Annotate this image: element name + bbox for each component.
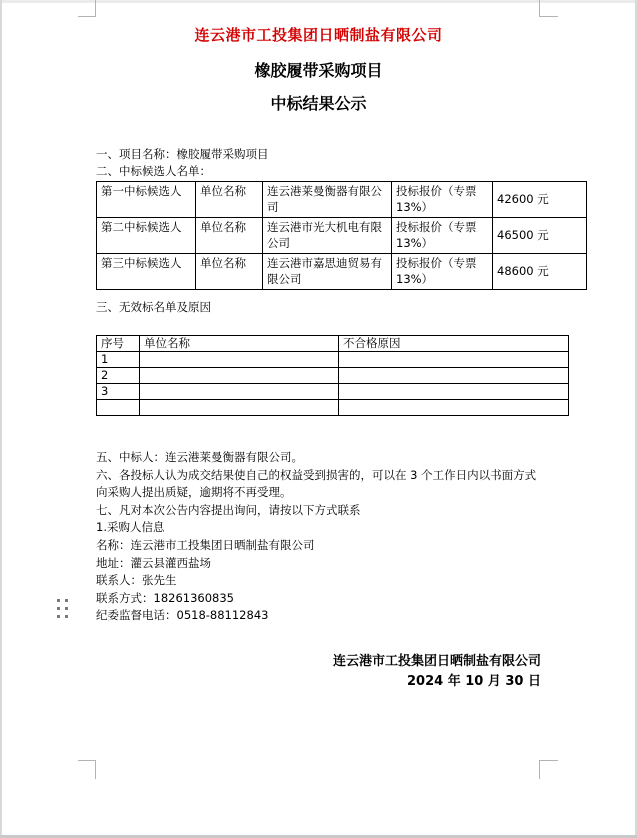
crop-mark-bottom-left [78, 760, 96, 761]
table-header-row [97, 336, 569, 352]
section-inquiry: 七、凡对本次公告内容提出询问，请按以下方式联系 [96, 502, 361, 517]
crop-mark-bottom-right [539, 760, 540, 779]
company-title: 连云港市工投集团日晒制盐有限公司 [194, 26, 443, 44]
purchaser-contact: 联系人：张先生 [96, 573, 177, 588]
cell-company [140, 400, 339, 416]
cell-field-label: 单位名称 [196, 218, 263, 254]
header-company: 单位名称 [140, 336, 339, 352]
handle-dot [57, 607, 60, 610]
handle-dot [65, 615, 68, 618]
section-objection: 六、各投标人认为成交结果使自己的权益受到损害的，可以在 3 个工作日内以书面方式向采购人提出质疑，逾期将不再受理。 [96, 467, 537, 500]
table-row [97, 400, 569, 416]
purchaser-info-heading: 1.采购人信息 [96, 520, 165, 535]
project-title: 橡胶履带采购项目 [254, 61, 383, 80]
cell-price-label: 投标报价（专票13%） [392, 182, 493, 218]
cell-reason [339, 368, 569, 384]
cell-reason [339, 400, 569, 416]
table-row [97, 182, 587, 218]
cell-company: 连云港市光大机电有限公司 [263, 218, 392, 254]
table-row [97, 352, 569, 368]
cell-price: 48600 元 [493, 254, 587, 290]
page-edge-left [0, 0, 2, 838]
table-row [97, 218, 587, 254]
signature-date: 2024 年 10 月 30 日 [407, 674, 541, 689]
drag-handle-icon[interactable] [57, 599, 68, 618]
cell-company [140, 352, 339, 368]
cell-field-label: 单位名称 [196, 254, 263, 290]
cell-field-label: 单位名称 [196, 182, 263, 218]
header-serial: 序号 [97, 336, 140, 352]
section-winner: 五、中标人：连云港莱曼衡器有限公司。 [96, 450, 303, 464]
header-reason: 不合格原因 [339, 336, 569, 352]
cell-company [140, 368, 339, 384]
cell-price: 42600 元 [493, 182, 587, 218]
cell-rank: 第二中标候选人 [97, 218, 196, 254]
crop-mark-bottom-left [95, 760, 96, 779]
section-candidate-list-heading: 二、中标候选人名单： [96, 164, 211, 178]
handle-dot [65, 607, 68, 610]
cell-serial: 3 [97, 384, 140, 400]
supervision-phone: 纪委监督电话：0518-88112843 [96, 608, 269, 623]
cell-company: 连云港市嘉思迪贸易有限公司 [263, 254, 392, 290]
cell-price: 46500 元 [493, 218, 587, 254]
cell-rank: 第一中标候选人 [97, 182, 196, 218]
handle-dot [65, 599, 68, 602]
announcement-title: 中标结果公示 [270, 94, 367, 113]
cell-reason [339, 352, 569, 368]
table-row [97, 254, 587, 290]
signature-company: 连云港市工投集团日晒制盐有限公司 [332, 654, 541, 669]
cell-reason [339, 384, 569, 400]
purchaser-name: 名称：连云港市工投集团日晒制盐有限公司 [96, 537, 315, 552]
cell-price-label: 投标报价（专票13%） [392, 218, 493, 254]
signature-block [96, 652, 541, 692]
crop-mark-top-left [78, 16, 96, 17]
crop-mark-top-left [95, 0, 96, 17]
section-project-name: 一、项目名称：橡胶履带采购项目 [96, 147, 269, 161]
cell-serial: 2 [97, 368, 140, 384]
cell-company [140, 384, 339, 400]
purchaser-phone: 联系方式：18261360835 [96, 590, 234, 605]
closing-paragraphs [96, 449, 543, 625]
cell-serial [97, 400, 140, 416]
table-row [97, 368, 569, 384]
handle-dot [57, 599, 60, 602]
section-invalid-bids-heading: 三、无效标名单及原因 [96, 300, 211, 314]
invalid-bids-table [96, 335, 569, 416]
cell-price-label: 投标报价（专票13%） [392, 254, 493, 290]
cell-rank: 第三中标候选人 [97, 254, 196, 290]
purchaser-address: 地址：灌云县灌西盐场 [96, 555, 211, 570]
table-row [97, 384, 569, 400]
crop-mark-top-right [539, 16, 558, 17]
crop-mark-top-right [539, 0, 540, 17]
candidates-table [96, 181, 587, 290]
handle-dot [57, 615, 60, 618]
cell-serial: 1 [97, 352, 140, 368]
crop-mark-bottom-right [539, 760, 558, 761]
cell-company: 连云港莱曼衡器有限公司 [263, 182, 392, 218]
